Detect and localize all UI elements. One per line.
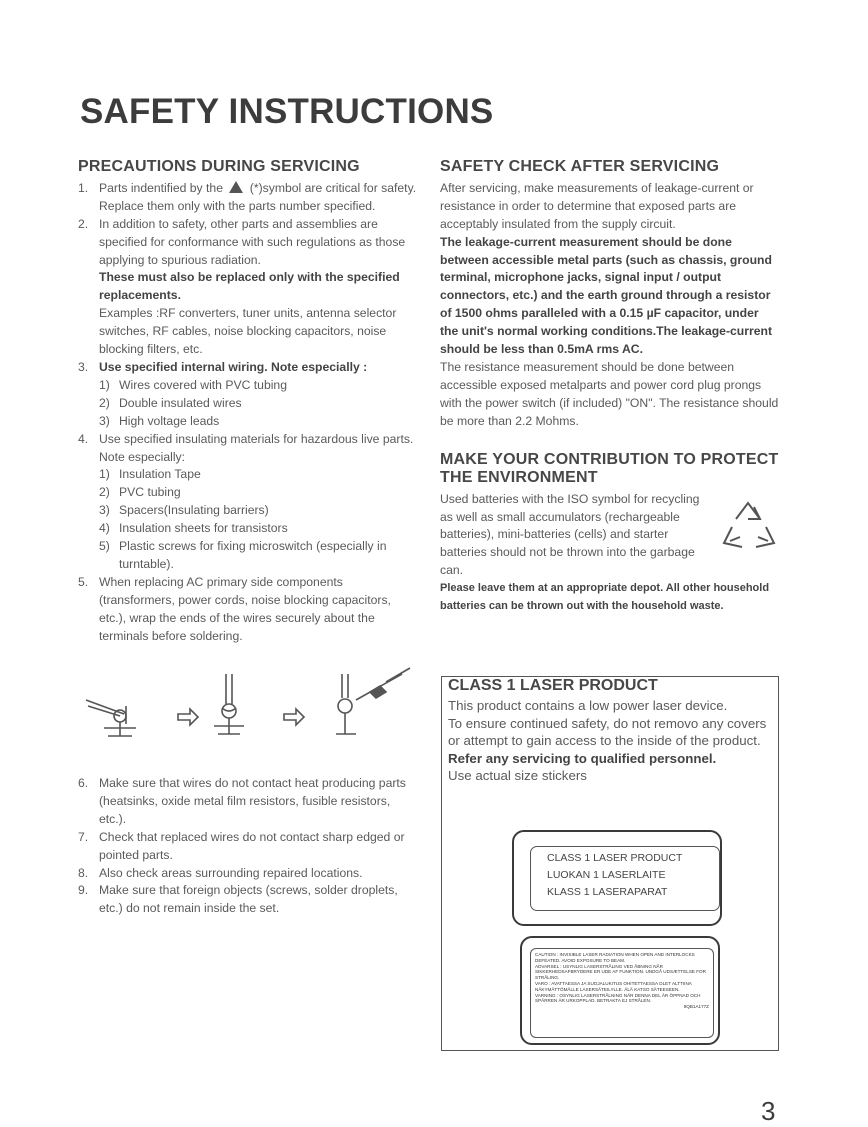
laser-text: This product contains a low power laser device. To ensure continued safety, do not removo any covers or attempt to gain access to the inside of the product. Refer any servicing to qualified personnel. Use actual size stickers: [448, 698, 767, 783]
sub-list: [99, 377, 420, 431]
wire-wrapping-diagram: [80, 664, 420, 744]
sub-item: 5) Plastic screws for fixing microswitch (especially in turntable).: [99, 539, 387, 571]
sub-item: 2) PVC tubing: [99, 485, 181, 500]
list-item: 9. Make sure that foreign objects (screws, solder droplets, etc.) do not remain inside the set.: [78, 883, 398, 916]
wire-terminal-icon: [86, 700, 136, 736]
sub-item: 1) Insulation Tape: [99, 467, 201, 482]
list-item: 1. Parts indentified by the (*)symbol are critical for safety. Replace them only with the parts number specified.: [78, 180, 417, 213]
left-column-lower: [78, 775, 420, 918]
sub-item: 1) Wires covered with PVC tubing: [99, 377, 287, 392]
list-item: 8. Also check areas surrounding repaired locations.: [78, 865, 363, 880]
recycling-icon: [718, 497, 780, 557]
warning-triangle-icon: [229, 181, 243, 193]
precautions-list-continued: [78, 775, 420, 918]
list-item: 6. Make sure that wires do not contact heat producing parts (heatsinks, oxide metal film resistors, fusible resistors, etc.).: [78, 776, 406, 826]
safety-check-heading: SAFETY CHECK AFTER SERVICING: [440, 158, 720, 175]
list-item: 7. Check that replaced wires do not contact sharp edged or pointed parts.: [78, 829, 405, 862]
sub-item: 4) Insulation sheets for transistors: [99, 521, 288, 536]
precautions-heading: PRECAUTIONS DURING SERVICING: [78, 158, 360, 175]
list-item: 2. In addition to safety, other parts and assemblies are specified for conformance with such regulations as those applying to spurious radiation. These must also be replaced only with the specified replacements. Examples :RF converters, tuner units, antenna selector switches, RF cables, noise blocking capacitors, noise blocking filters, etc.: [78, 216, 406, 357]
page-number: 3: [761, 1096, 776, 1126]
page-title: SAFETY INSTRUCTIONS: [80, 92, 494, 131]
precautions-list: [78, 180, 420, 646]
arrow-right-icon: [284, 709, 304, 725]
soldering-iron-icon: [336, 668, 410, 734]
list-item: 5. When replacing AC primary side components (transformers, power cords, noise blocking capacitors, etc.), wrap the ends of the wires securely about the terminals before soldering.: [78, 574, 391, 643]
sub-list: [99, 466, 420, 573]
laser-product-box: [441, 676, 779, 1051]
list-item: 4. Use specified insulating materials for hazardous live parts. Note especially: 1) Insulation Tape 2) PVC tubing 3) Spacers(Insulating barriers) 4) Insulation sheets for transistors 5) Plastic screws for fixing microswitch (especially in turntable).: [78, 431, 420, 574]
environment-heading: MAKE YOUR CONTRIBUTION TO PROTECT THE ENVIRONMENT: [440, 450, 779, 486]
right-column: SAFETY CHECK AFTER SERVICING After servicing, make measurements of leakage-current or resistance in order to determine that exposed parts are acceptably insulated from the supply circuit. The leakage-current measurement should be done between accessible metal parts (such as chassis, ground terminal, microphone jacks, signal input / output connectors, etc.) and the earth ground through a resistor of 1500 ohms paralleled with a 0.15 µF capacitor, under the unit's normal working conditions.The leakage-current should be less than 0.5mA rms AC. The resistance measurement should be done between accessible exposed metalparts and power cord plug prongs with the power switch (if included) "ON". The resistance should be more than 2.2 Mohms. MAKE YOUR CONTRIBUTION TO PROTECT THE ENVIRONMENT Used batteries with the ISO symbol for recycling as well as small accumulators (rechargeable batteries), mini-batteries (cells) and starter batteries should not be thrown into the garbage can. Please leave them at an appropriate depot. All other household batteries can be thrown out with the household waste.: [440, 158, 779, 613]
sub-item: 2) Double insulated wires: [99, 395, 242, 410]
sub-item: 3) High voltage leads: [99, 413, 220, 428]
wrapped-terminal-icon: [214, 674, 244, 734]
sub-item: 3) Spacers(Insulating barriers): [99, 503, 269, 518]
laser-title: CLASS 1 LASER PRODUCT: [448, 677, 658, 694]
arrow-right-icon: [178, 709, 198, 725]
left-column: [78, 158, 420, 645]
list-item: 3. Use specified internal wiring. Note especially : 1) Wires covered with PVC tubing 2) Double insulated wires 3) High voltage leads: [78, 359, 420, 431]
class1-laser-sticker: CLASS 1 LASER PRODUCT LUOKAN 1 LASERLAITE KLASS 1 LASERAPARAT: [512, 830, 722, 926]
laser-warning-sticker: CAUTION : INVISIBLE LASER RADIATION WHEN OPEN AND INTERLOCKS DEFEATED. AVOID EXPOSURE TO BEAM. ADVARSEL : USYNLIG LASERSTRÅLING VED ÅBNING NÅR SIKKERHEDSAFBRYDERE ER UDE AF FUNKTION. UNDGÅ UDSÆTTELSE FOR STRÅLING. VARO : AVATTAESSA JA SUOJALUKITUS OHITETTAESSA OLET ALTTIINA NÄKYMÄTTÖMÄLLE LASERSÄTEILYLLE. ÄLÄ KATSO SÄTEESEEN. VARNING : OSYNLIG LASERSTRÅLNING NÄR DENNA DEL ÄR ÖPPNAD OCH SPÄRREN ÄR URKOPPLAD. BETRAKTA EJ STRÅLEN. 9QB1A177Z: [520, 936, 720, 1045]
